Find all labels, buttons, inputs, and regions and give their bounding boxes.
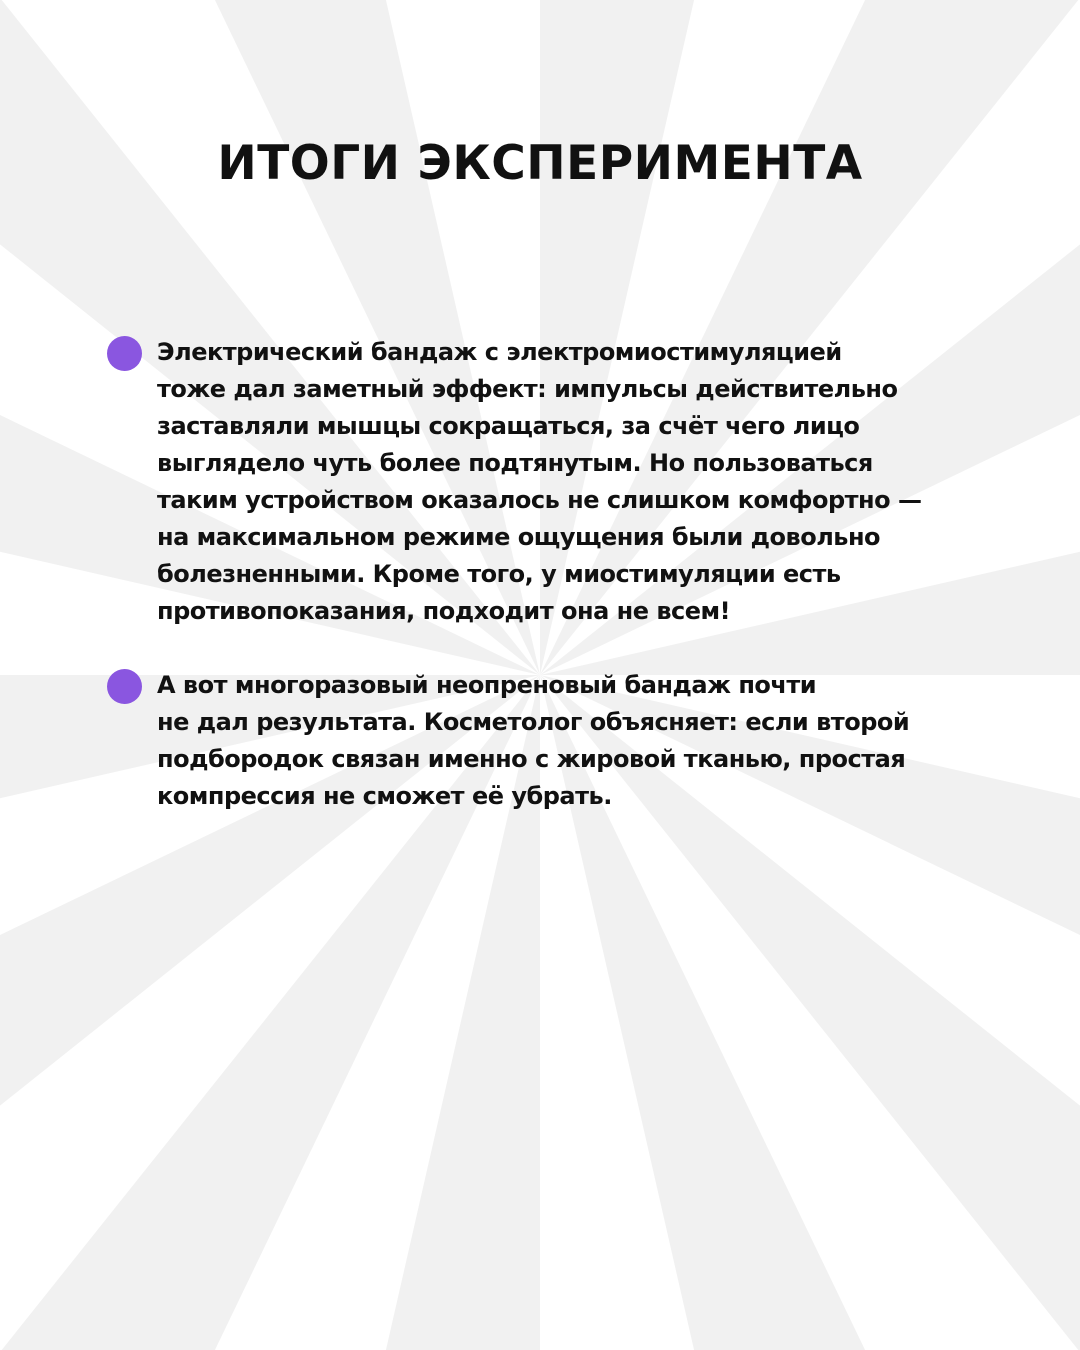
text-line: таким устройством оказалось не слишком комфортно — xyxy=(157,486,922,514)
text-line: А вот многоразовый неопреновый бандаж почти xyxy=(157,671,817,699)
text-line: на максимальном режиме ощущения были довольно xyxy=(157,523,881,551)
text-line: подбородок связан именно с жировой тканью, простая xyxy=(157,745,906,773)
text-line: Электрический бандаж с электромиостимуляцией xyxy=(157,338,842,366)
bullet-dot-icon xyxy=(107,336,142,371)
bullet-text xyxy=(157,334,1007,630)
text-line: противопоказания, подходит она не всем! xyxy=(157,597,731,625)
page-title: ИТОГИ ЭКСПЕРИМЕНТА xyxy=(217,136,863,191)
text-line: заставляли мышцы сокращаться, за счёт чего лицо xyxy=(157,412,860,440)
text-line: не дал результата. Косметолог объясняет: если второй xyxy=(157,708,910,736)
text-line: болезненными. Кроме того, у миостимуляции есть xyxy=(157,560,841,588)
text-line: тоже дал заметный эффект: импульсы действительно xyxy=(157,375,898,403)
text-line: выглядело чуть более подтянутым. Но пользоваться xyxy=(157,449,873,477)
text-line: компрессия не сможет её убрать. xyxy=(157,782,612,810)
bullet-dot-icon xyxy=(107,669,142,704)
bullet-text xyxy=(157,667,1007,815)
